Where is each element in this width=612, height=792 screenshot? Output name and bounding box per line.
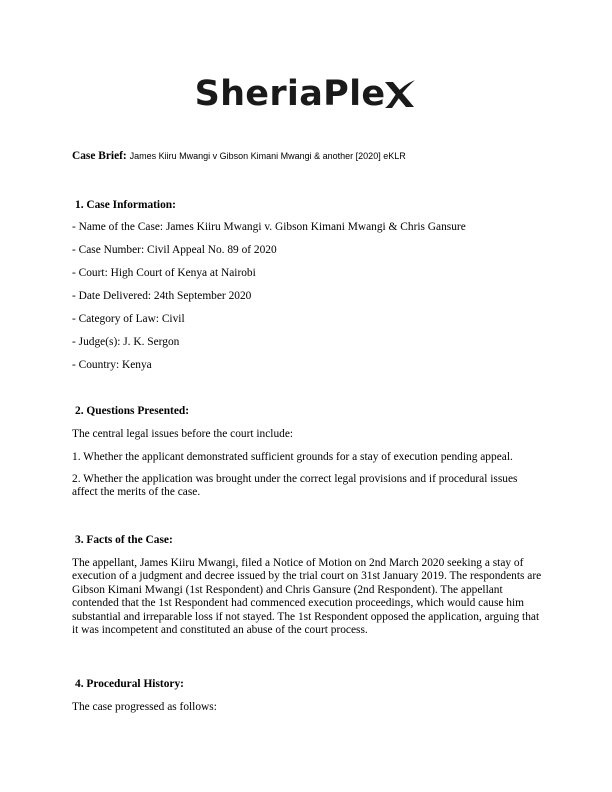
logo-wordmark	[195, 74, 418, 114]
case-brief	[72, 150, 542, 162]
questions-intro: The central legal issues before the court include:	[72, 428, 294, 440]
case-info-country: - Country: Kenya	[72, 359, 152, 371]
section-heading-facts: 3. Facts of the Case:	[75, 534, 173, 546]
case-brief-title: James Kiiru Mwangi v Gibson Kimani Mwangi & another [2020] eKLR	[129, 151, 406, 161]
logo	[0, 74, 612, 114]
case-info-category: - Category of Law: Civil	[72, 313, 185, 325]
logo-text: SheriaPle	[194, 74, 386, 114]
question-1: 1. Whether the applicant demonstrated sufficient grounds for a stay of execution pending appeal.	[72, 451, 513, 463]
question-2: 2. Whether the application was brought under the correct legal provisions and if procedural issues affect the merits of the case.	[72, 473, 518, 499]
procedural-history-intro: The case progressed as follows:	[72, 701, 217, 713]
section-heading-procedural-history: 4. Procedural History:	[75, 678, 184, 690]
facts-body: The appellant, James Kiiru Mwangi, filed a Notice of Motion on 2nd March 2020 seeking a stay of execution of a judgment and decree issued by the trial court on 31st January 2019. The respondents are Gibson Kimani Mwangi (1st Respondent) and Chris Gansure (2nd Respondent). The appellant contended that the 1st Respondent had commenced execution proceedings, which would cause him substantial and irreparable loss if not stayed. The 1st Respondent opposed the application, arguing that it was incompetent and constituted an abuse of the court process.	[72, 557, 542, 637]
section-heading-case-information: 1. Case Information:	[75, 199, 176, 211]
case-info-court: - Court: High Court of Kenya at Nairobi	[72, 267, 256, 279]
case-info-name: - Name of the Case: James Kiiru Mwangi v. Gibson Kimani Mwangi & Chris Gansure	[72, 221, 466, 233]
logo-x-mark	[383, 77, 417, 111]
case-info-date: - Date Delivered: 24th September 2020	[72, 290, 252, 302]
case-brief-label: Case Brief:	[72, 150, 127, 162]
case-info-number: - Case Number: Civil Appeal No. 89 of 2020	[72, 244, 277, 256]
section-heading-questions: 2. Questions Presented:	[75, 405, 190, 417]
case-info-judges: - Judge(s): J. K. Sergon	[72, 336, 180, 348]
